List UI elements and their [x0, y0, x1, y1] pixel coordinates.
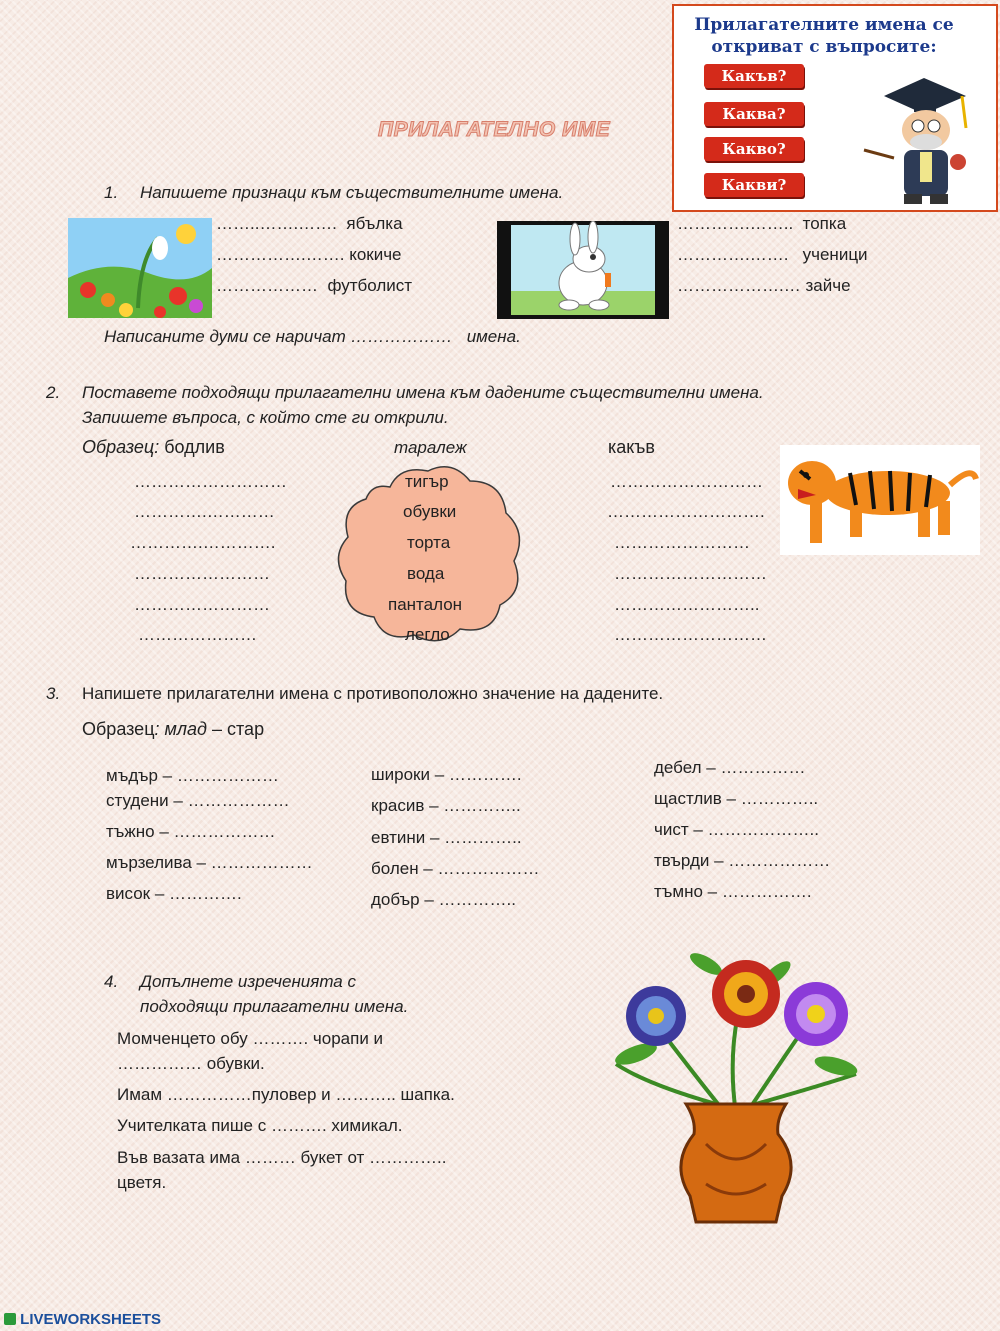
ex3-number: 3.: [46, 684, 61, 703]
question-what-masc-button: Какъв?: [704, 64, 804, 88]
liveworksheets-logo-icon: [4, 1313, 16, 1325]
ex1-left-row-2: [216, 245, 402, 265]
ex3-col1-item[interactable]: тъжно – ………………: [106, 822, 276, 841]
ex2-left-blank-1[interactable]: ………………………: [134, 472, 287, 491]
noun: ябълка: [346, 214, 403, 233]
ex2-right-blank-2[interactable]: ……………………….: [607, 502, 765, 521]
ex4-sentence[interactable]: Момченцето обу ………. чорапи и: [117, 1029, 384, 1048]
ex1-right-row-3: [677, 276, 851, 296]
ex2-instruction-line1: Поставете подходящи прилагателни имена към дадените съществителни имена.: [82, 383, 764, 402]
ex1-instruction: Напишете признаци към съществителните имена.: [140, 183, 564, 202]
noun: ученици: [802, 245, 868, 264]
ex1-left-row-1: [216, 214, 403, 234]
flowers-meadow-image: [68, 218, 212, 318]
ex3-col3-item[interactable]: твърди – ………………: [654, 851, 831, 870]
ex2-left-blank-3[interactable]: ………….………….: [130, 533, 276, 552]
ex3-col2-item[interactable]: красив – …………..: [371, 796, 521, 815]
blank[interactable]: ……..…….…….: [216, 214, 337, 233]
blank[interactable]: ………….……..: [677, 214, 794, 233]
ex3-col1-item[interactable]: мъдър – ………………: [106, 766, 279, 785]
ex3-col2-item[interactable]: широки – ………….: [371, 765, 522, 784]
cloud-noun-6: легло: [405, 625, 450, 644]
ex3-col1-item[interactable]: висок – ………….: [106, 884, 242, 903]
ex4-sentence[interactable]: …………… обувки.: [117, 1054, 265, 1073]
professor-illustration: [854, 58, 994, 208]
ex4-number: 4.: [104, 972, 119, 991]
ex1-right-row-1: [677, 214, 846, 234]
blank[interactable]: ……………….…: [677, 276, 801, 295]
ex2-sample: [82, 437, 225, 458]
ex3-col2-item[interactable]: евтини – …………..: [371, 828, 522, 847]
ex2-sample-question: какъв: [608, 437, 655, 457]
tiger-image: [780, 445, 980, 555]
conclusion-end: имена.: [466, 327, 521, 346]
ex3-col1-item[interactable]: студени – ………………: [106, 791, 290, 810]
noun: кокиче: [349, 245, 402, 264]
ex3-instruction: Напишете прилагателни имена с противоположно значение на дадените.: [82, 684, 664, 703]
ex3-col3-item[interactable]: щастлив – …………..: [654, 789, 819, 808]
ex2-left-blank-2[interactable]: ………….…………: [134, 502, 275, 521]
ex3-sample: Образец: млад – стар: [82, 719, 265, 739]
ex1-left-row-3: [216, 276, 412, 296]
ex1-number: 1.: [104, 183, 119, 202]
question-what-fem-button: Каква?: [704, 102, 804, 126]
question-what-neut-button: Какво?: [704, 137, 804, 161]
footer-brand: LIVEWORKSHEETS: [4, 1311, 161, 1328]
question-what-plural-button: Какви?: [704, 173, 804, 197]
ex1-right-row-2: [677, 245, 868, 265]
ex2-right-blank-1[interactable]: ………………………: [610, 472, 763, 491]
header-box-title: Прилагателните имена се откриват с въпросите:: [694, 15, 954, 57]
ex3-col1-item[interactable]: мързелива – ………………: [106, 853, 313, 872]
ex2-right-blank-6[interactable]: ………………………: [614, 625, 767, 644]
ex2-sample-noun: таралеж: [394, 438, 467, 457]
conclusion-blank[interactable]: Написаните думи се наричат ………………: [104, 327, 453, 346]
ex2-right-blank-5[interactable]: ……………………..: [614, 595, 760, 614]
ex2-left-blank-5[interactable]: ……………………: [134, 595, 270, 614]
ex4-sentence[interactable]: Във вазата има ……… букет от …………..: [117, 1148, 447, 1167]
sample-label: Образец: [82, 719, 155, 739]
ex3-col3-item[interactable]: тъмно – …………….: [654, 882, 812, 901]
ex2-right-blank-4[interactable]: ………………………: [614, 564, 767, 583]
sample-label: Образец:: [82, 437, 160, 457]
flower-vase-image: [606, 944, 868, 1226]
ex2-number: 2.: [46, 383, 61, 402]
sample-adjective: бодлив: [164, 437, 225, 457]
sample-word: млад: [164, 719, 207, 739]
ex1-conclusion: [104, 327, 521, 347]
ex4-sentence[interactable]: Имам ……………пуловер и ……….. шапка.: [117, 1085, 455, 1104]
ex2-left-blank-6[interactable]: …………………: [138, 625, 257, 644]
noun: зайче: [805, 276, 851, 295]
page-title: ПРИЛАГАТЕЛНО ИМЕ: [378, 118, 611, 141]
cloud-noun-2: обувки: [403, 502, 457, 521]
ex3-col3-item[interactable]: чист – ………………..: [654, 820, 819, 839]
ex3-col2-item[interactable]: болен – ………………: [371, 859, 540, 878]
ex4-instruction-line1: Допълнете изреченията с: [140, 972, 356, 991]
ex2-right-blank-3[interactable]: ……………………: [614, 533, 750, 552]
bunny-image: [497, 221, 669, 319]
cloud-noun-1: тигър: [405, 472, 449, 491]
cloud-noun-4: вода: [407, 564, 445, 583]
noun: топка: [802, 214, 847, 233]
ex4-sentence[interactable]: Учителката пише с ………. химикал.: [117, 1116, 403, 1135]
ex4-instruction-line2: подходящи прилагателни имена.: [140, 997, 409, 1016]
blank[interactable]: ………………: [216, 276, 318, 295]
ex3-col3-item[interactable]: дебел – ……………: [654, 758, 806, 777]
blank[interactable]: …………….…….: [216, 245, 345, 264]
cloud-noun-3: торта: [407, 533, 451, 552]
ex4-sentence[interactable]: цветя.: [117, 1173, 167, 1192]
ex3-col2-item[interactable]: добър – …………..: [371, 890, 516, 909]
sample-rest: – стар: [212, 719, 265, 739]
question-header-box: [672, 4, 998, 212]
noun: футболист: [327, 276, 413, 295]
blank[interactable]: ………….…….: [677, 245, 789, 264]
ex2-instruction-line2: Запишете въпроса, с който сте ги открили.: [82, 408, 449, 427]
cloud-noun-5: панталон: [388, 595, 463, 614]
ex2-left-blank-4[interactable]: ……………………: [134, 564, 270, 583]
